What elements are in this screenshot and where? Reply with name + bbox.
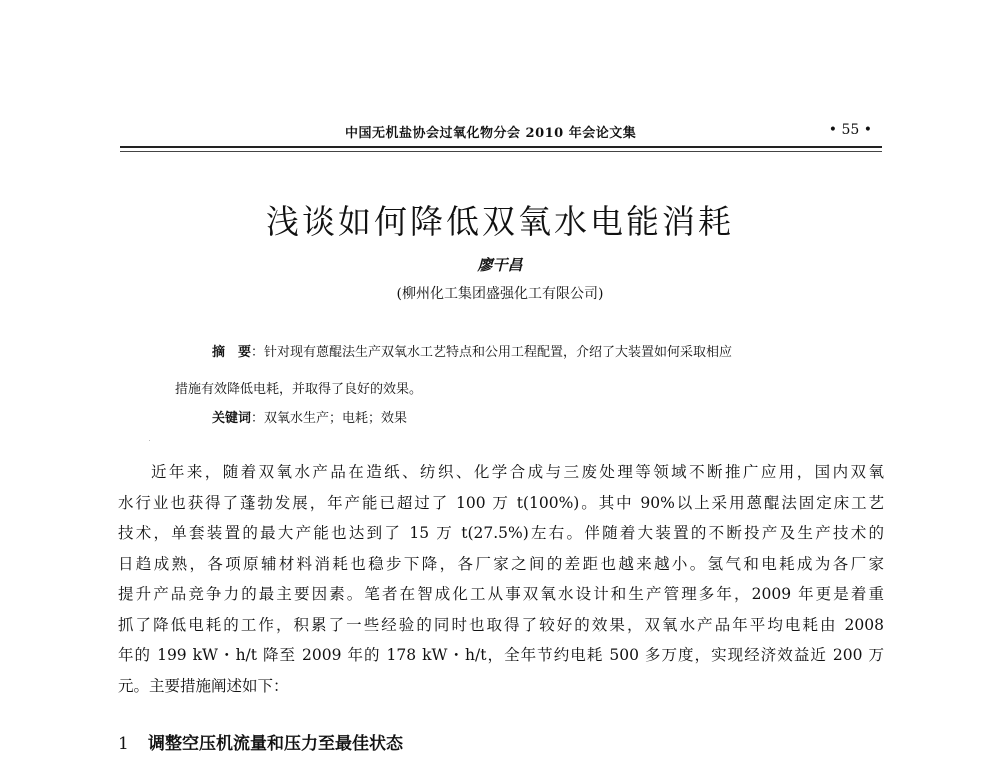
keywords-text: ：双氧水生产；电耗；效果 (251, 411, 408, 426)
section-title: 调整空压机流量和压力至最佳状态 (148, 734, 403, 754)
body-line: 年的 199 kW・h/t 降至 2009 年的 178 kW・h/t，全年节约电耗 500 多万度，实现经济效益近 200 万 (118, 646, 884, 664)
keywords-label: 关键词 (212, 411, 252, 426)
body-line: 元。主要措施阐述如下： (118, 676, 289, 695)
running-header (120, 122, 882, 144)
scan-speck (149, 440, 150, 441)
body-line: 近年来，随着双氧水产品在造纸、纺织、化学合成与三废处理等领域不断推广应用，国内双氧 (151, 463, 884, 481)
body-line: 技术，单套装置的最大产能也达到了 15 万 t(27.5%)左右。伴随着大装置的不断投产及生产技术的 (118, 524, 884, 542)
abstract-label: 摘 要 (212, 345, 252, 360)
abstract (212, 341, 732, 360)
header-rule-thick (120, 146, 882, 148)
paper-title: 浅谈如何降低双氧水电能消耗 (266, 202, 734, 241)
body-line: 日趋成熟，各项原辅材料消耗也稳步下降，各厂家之间的差距也越来越小。氢气和电耗成为各厂家 (118, 554, 884, 573)
header-rule-thin (120, 151, 882, 152)
author-affiliation: (柳州化工集团盛强化工有限公司) (396, 286, 604, 302)
abstract-text-line2: 措施有效降低电耗，并取得了良好的效果。 (175, 382, 423, 397)
page-number: • 55 • (828, 122, 872, 138)
journal-title: 中国无机盐协会过氧化物分会 2010 年会论文集 (345, 126, 637, 141)
body-line: 抓了降低电耗的工作，积累了一些经验的同时也取得了较好的效果，双氧水产品年平均电耗由 2008 (118, 615, 884, 634)
abstract-text-line1: ：针对现有蒽醌法生产双氧水工艺特点和公用工程配置，介绍了大装置如何采取相应 (251, 345, 733, 360)
author-name: 廖干昌 (477, 256, 523, 274)
section-number: 1 (118, 734, 129, 754)
keywords (212, 407, 407, 426)
body-line: 水行业也获得了蓬勃发展，年产能已超过了 100 万 t(100%)。其中 90%以上采用蒽醌法固定床工艺 (118, 493, 884, 512)
body-paragraph (118, 457, 884, 701)
body-line: 提升产品竞争力的最主要因素。笔者在智成化工从事双氧水设计和生产管理多年，2009 年更是着重 (118, 585, 884, 603)
section-heading (118, 729, 403, 754)
